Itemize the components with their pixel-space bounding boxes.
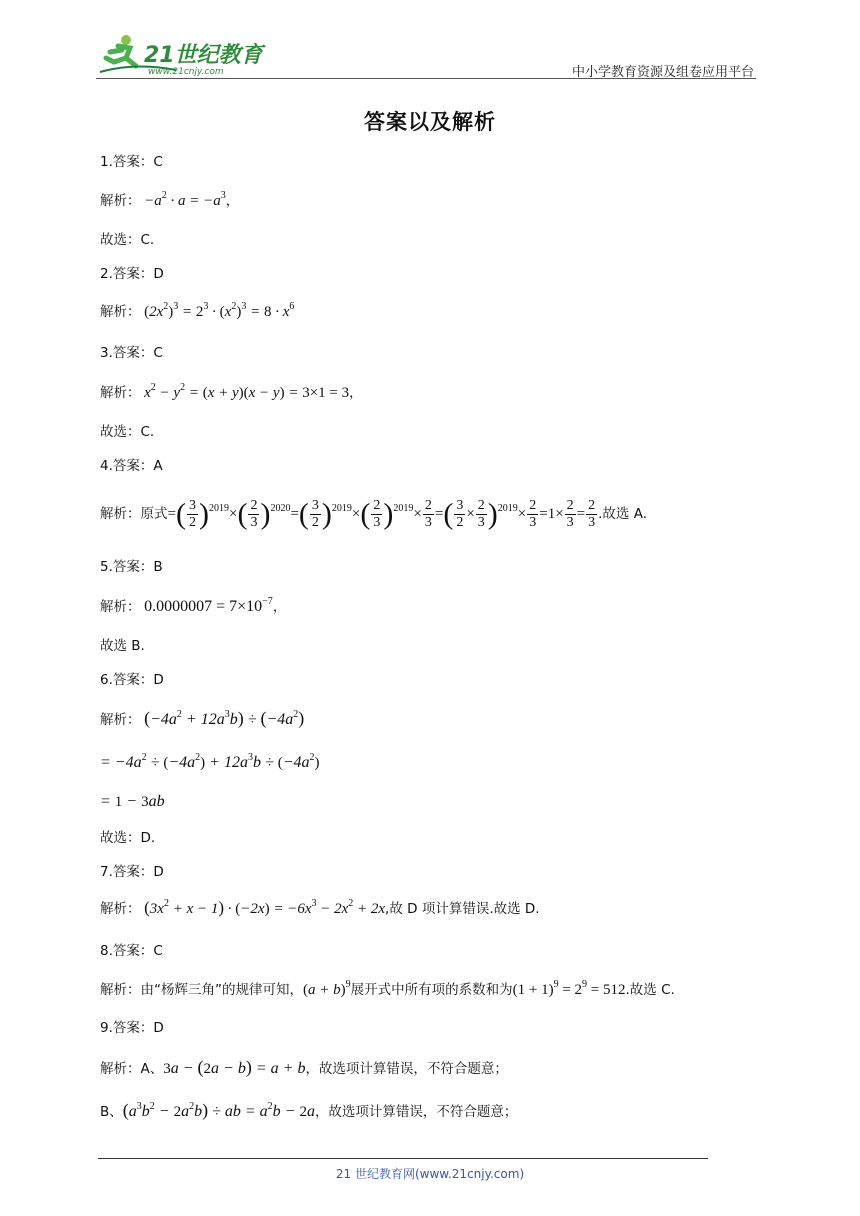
q9-option-a xyxy=(100,1057,508,1079)
q1-answer: 1.答案：C xyxy=(100,154,163,170)
q3-answer: 3.答案：C xyxy=(100,345,163,361)
q6-answer: 6.答案：D xyxy=(100,672,164,688)
q8-answer: 8.答案：C xyxy=(100,943,163,959)
q5-solution: 解析： $0.0000007 = 7\times 10^{-7}$， xyxy=(100,596,287,615)
q8-formula-1: $(a + b)^9$ xyxy=(303,979,351,998)
q6-solution xyxy=(100,708,304,730)
q9-formula-b: $(a^3b^2 - 2a^2b)$ ÷ ab = $a^2b - 2a$ xyxy=(122,1100,315,1120)
header-divider xyxy=(96,78,756,79)
q1-solution: 解析： $-a^2 \cdot a = -a^3$， xyxy=(100,190,240,209)
q1-label: 解析： xyxy=(100,193,141,209)
logo-url: www.21cnjy.com xyxy=(148,67,224,77)
q1-conclusion: 故选：C. xyxy=(100,232,155,248)
footer-divider xyxy=(98,1158,708,1159)
logo-title: 21世纪教育 xyxy=(144,43,263,68)
q7-solution xyxy=(100,898,540,919)
q8-mid: 展开式中所有项的系数和为 xyxy=(350,982,513,998)
q9-label-b: B、 xyxy=(100,1104,123,1120)
q8-solution xyxy=(100,980,675,1000)
q5-formula: $0.0000007 = 7\times 10^{-7}$ xyxy=(144,596,273,615)
q4-tail: .故选 A. xyxy=(598,506,648,522)
q6-step-3: = 1 − 3ab xyxy=(100,793,165,810)
q9-option-b xyxy=(100,1100,517,1122)
q3-conclusion: 故选：C. xyxy=(100,424,155,440)
q6-conclusion: 故选：D. xyxy=(100,830,156,846)
q5-label: 解析： xyxy=(100,599,141,615)
runner-logo-icon xyxy=(96,32,266,78)
q3-formula: $x^2 - y^2 = (x + y)(x - y) = 3\times 1 = 3$ xyxy=(144,382,350,401)
q2-label: 解析： xyxy=(100,304,141,320)
q9-label-a: 解析：A、 xyxy=(100,1061,164,1077)
q9-answer: 9.答案：D xyxy=(100,1020,164,1036)
q9-tail-b: ，故选项计算错误，不符合题意； xyxy=(314,1104,518,1120)
q8-tail: .故选 C. xyxy=(625,982,675,998)
footer-text[interactable]: 21 世纪教育网(www.21cnjy.com) xyxy=(335,1167,525,1181)
q6-formula-1: $(-4a^2 + 12a^3b) \div (-4a^2)$ xyxy=(144,708,305,728)
q2-formula: $(2x^2)^3 = 2^3 \cdot (x^2)^3 = 8 \cdot x^6$ xyxy=(144,301,295,320)
q7-formula: $(3x^2 + x - 1) \cdot (-2x) = -6x^3 - 2x^2 + 2x$ xyxy=(144,898,386,917)
q5-conclusion: 故选 B. xyxy=(100,638,145,654)
q1-formula: $-a^2 \cdot a = -a^3$ xyxy=(144,190,226,209)
q5-answer: 5.答案：B xyxy=(100,559,163,575)
q4-answer: 4.答案：A xyxy=(100,458,163,474)
q8-label: 解析：由“杨辉三角”的规律可知， xyxy=(100,982,303,998)
q6-step-2: = $-4a^2 \div (-4a^2) + 12a^3b \div (-4a^2)$ xyxy=(100,752,320,771)
q3-label: 解析： xyxy=(100,385,141,401)
q3-solution: 解析： $x^2 - y^2 = (x + y)(x - y) = 3\times 1 = 3$， xyxy=(100,382,363,401)
q9-tail-a: ，故选项计算错误，不符合题意； xyxy=(305,1061,508,1077)
header-platform-name: 中小学教育资源及组卷应用平台 xyxy=(571,65,754,80)
q7-label: 解析： xyxy=(100,901,141,917)
q2-solution xyxy=(100,302,294,322)
q4-solution: 解析：原式=( $\frac{3}{2}$ )$^{2019}$×( $\frac{2}{3}$ )$^{2020}$=( $\frac{3}{2}$ )$^{2019}$×( $\frac{2}{3}$ )$^{2019}$× $\frac{2}{3}$ =( $\frac{3}{2}$ × $\frac{2}{3}$ )$^{2019}$× $\frac{2}{3}$ =1× $\frac{2}{3}$ = $\frac{2}{3}$ .故选 A. xyxy=(100,497,648,531)
q4-label: 解析：原式 xyxy=(100,506,168,522)
q6-label: 解析： xyxy=(100,712,141,728)
page-title: 答案以及解析 xyxy=(364,110,496,134)
q9-formula-a: 3a − (2a − b) = a + b xyxy=(163,1057,306,1077)
q2-answer: 2.答案：D xyxy=(100,266,164,282)
q8-formula-2: $(1 + 1)^9 = 2^9 = 512$ xyxy=(512,979,626,998)
q7-tail: ,故 D 项计算错误.故选 D. xyxy=(385,901,540,917)
logo xyxy=(96,32,266,78)
q7-answer: 7.答案：D xyxy=(100,864,164,880)
